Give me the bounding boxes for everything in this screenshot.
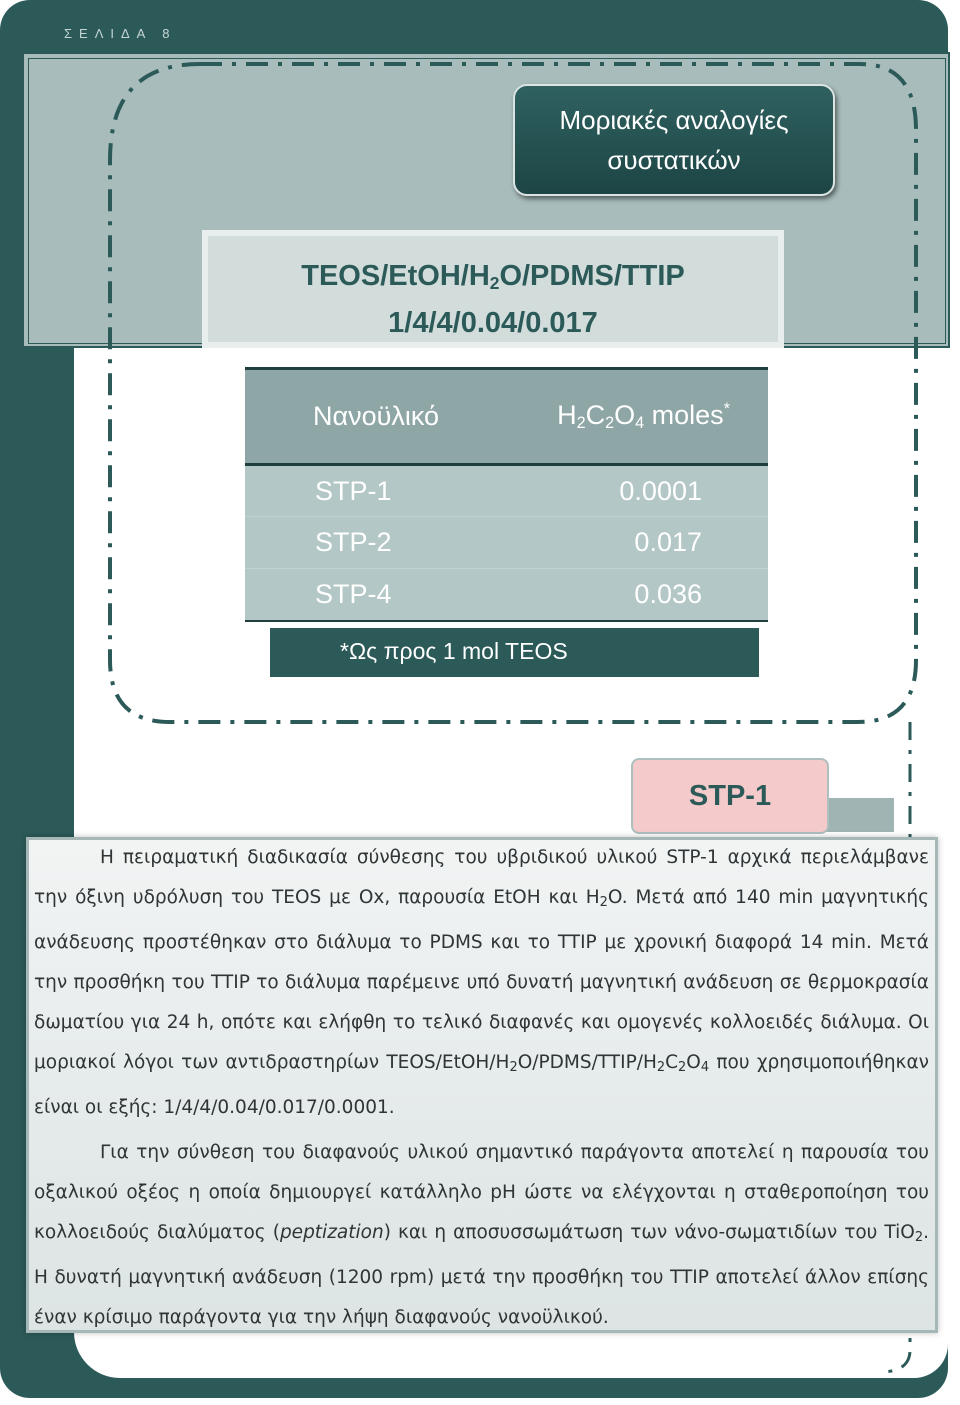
- row-name: STP-1: [245, 465, 546, 517]
- table-row: [245, 569, 768, 621]
- formula-box: [202, 230, 784, 348]
- table-row: [245, 465, 768, 517]
- table-footnote: *Ως προς 1 mol TEOS: [270, 628, 759, 677]
- molar-table: [245, 367, 768, 622]
- tab-shadow: [820, 798, 894, 832]
- table-header-row: [245, 369, 768, 465]
- row-value: 0.036: [546, 569, 768, 621]
- row-name: STP-2: [245, 517, 546, 569]
- row-value: 0.017: [546, 517, 768, 569]
- header-moles: $H_2C_2O_4$ moles*: [557, 400, 730, 432]
- row-name: STP-4: [245, 569, 546, 621]
- stp-tab: STP-1: [631, 758, 829, 834]
- page-header: ΣΕΛΙΔΑ 8: [64, 26, 177, 41]
- section-title-line1: Μοριακές αναλογίες: [559, 105, 789, 135]
- section-title: [513, 84, 835, 196]
- table-row: [245, 517, 768, 569]
- row-value: 0.0001: [546, 465, 768, 517]
- paragraph-2: Για την σύνθεση του διαφανούς υλικού σημαντικό παράγοντα αποτελεί η παρουσία του οξαλικού οξέος η οποία δημιουργεί κατάλληλο pH ώστε να ελέγχονται η σταθεροποίηση του κολλοειδούς διαλύματος (peptization) και η αποσυσσωμάτωση των νάνο-σωματιδίων του TiO2. Η δυνατή μαγνητική ανάδευση (1200 rpm) μετά την προσθήκη του TTIP αποτελεί άλλον επίσης έναν κρίσιμο παράγοντα για την λήψη διαφανούς νανοϋλικού.: [34, 1142, 929, 1328]
- header-material: Νανοϋλικό: [313, 401, 440, 431]
- formula-line2: 1/4/4/0.04/0.017: [388, 307, 598, 339]
- formula-line1: TEOS/$EtOH/H_2O/PDMS$/TTIP: [301, 260, 685, 293]
- section-title-line2: συστατικών: [607, 145, 741, 175]
- paragraph-1: Η πειραματική διαδικασία σύνθεσης του υβριδικού υλικού STP-1 αρχικά περιελάμβανε την όξινη υδρόλυση του TEOS με Ox, παρουσία EtOH και H2O. Μετά από 140 min μαγνητικής ανάδευσης προστέθηκαν στο διάλυμα το PDMS και το TTIP με χρονική διαφορά 14 min. Μετά την προσθήκη του TTIP το διάλυμα παρέμεινε υπό δυνατή μαγνητική ανάδευση σε θερμοκρασία δωματίου για 24 h, οπότε και ελήφθη το τελικό διαφανές και ομογενές κολλοειδές διάλυμα. Οι μοριακοί λόγοι των αντιδραστηρίων TEOS/EtOH/H2O/PDMS/TTIP/H2C2O4 που χρησιμοποιήθηκαν είναι οι εξής: 1/4/4/0.04/0.017/0.0001.: [34, 847, 929, 1118]
